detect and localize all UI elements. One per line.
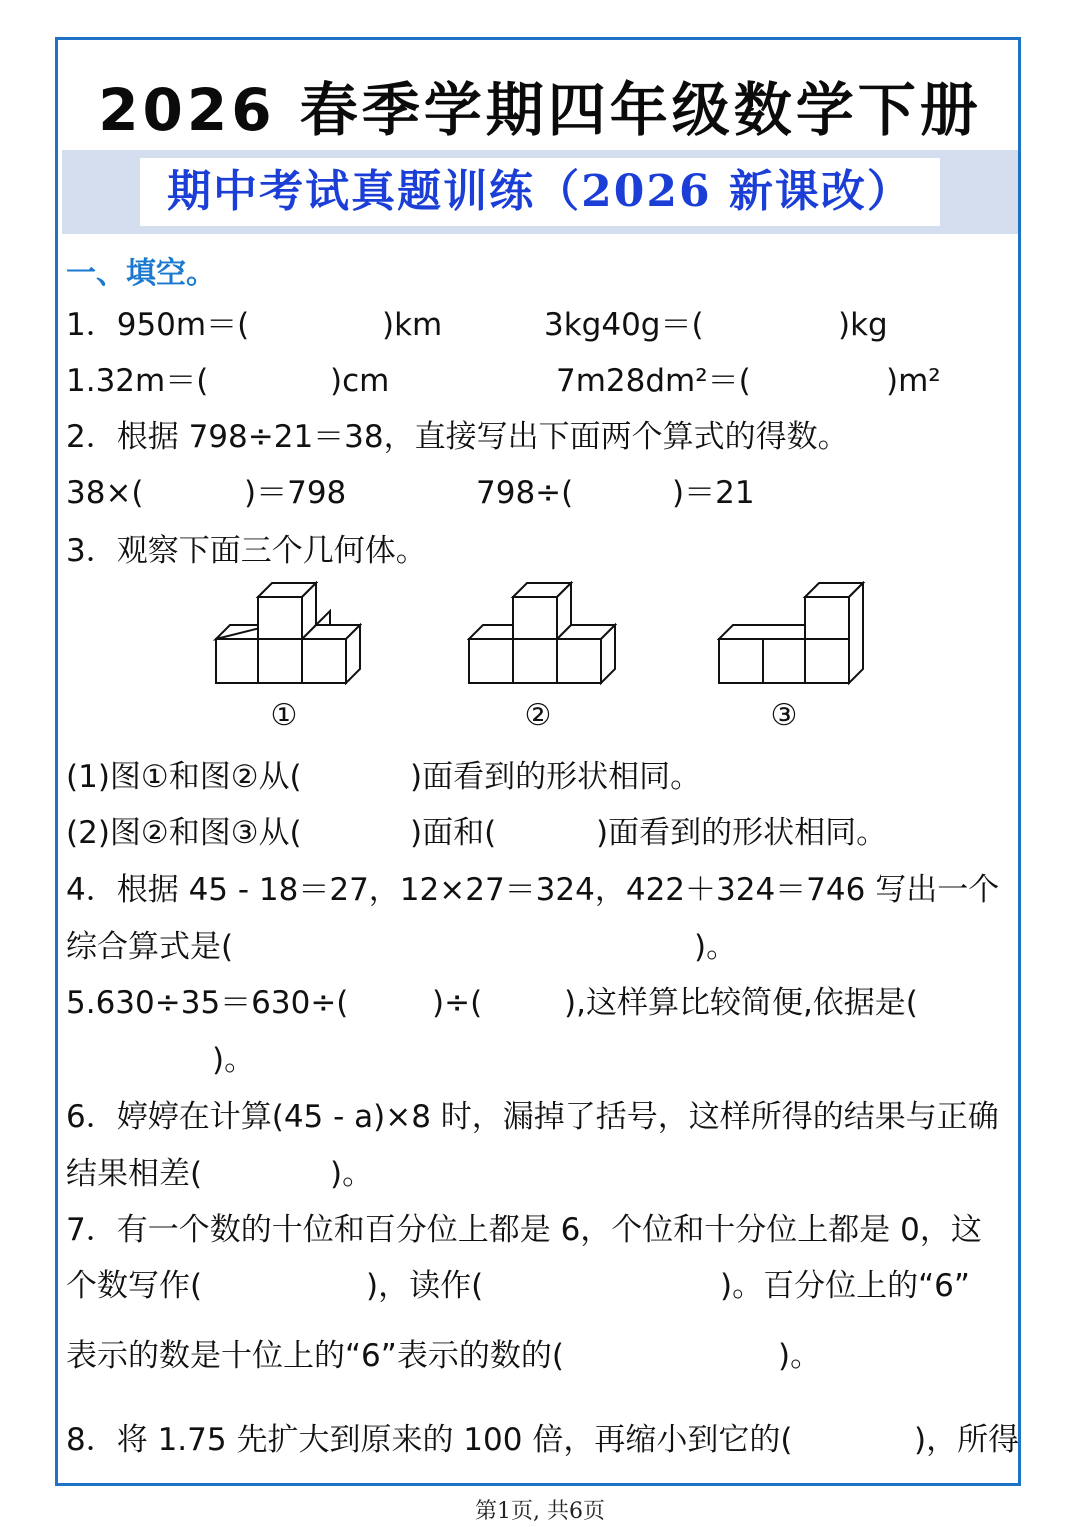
cube-figure-2 (467, 575, 617, 687)
q5-c: ),这样算比较简便,依据是( (564, 985, 918, 1021)
section-heading: 一、填空。 (66, 256, 216, 291)
q1-c-unit: )cm (330, 363, 390, 399)
q4-line2-end: )。 (694, 929, 738, 965)
q7-line2b: )，读作( (366, 1268, 484, 1304)
q1-d-unit: )m² (886, 363, 941, 399)
q1-b: 3kg40g＝( (544, 307, 704, 343)
q5-a: 5.630÷35＝630÷( (66, 985, 349, 1021)
q3-p2: (2)图②和图③从( (66, 815, 302, 851)
q3-p2-end: )面看到的形状相同。 (596, 815, 888, 851)
q7-line3-end: )。 (778, 1338, 822, 1374)
q6-line2: 结果相差( (66, 1156, 203, 1192)
q1-b-unit: )kg (838, 307, 888, 343)
question-3-stem: 3．观察下面三个几何体。 (66, 533, 427, 569)
page-footer: 第1页, 共6页 (475, 1499, 605, 1524)
cube-figure-1 (212, 575, 362, 687)
q7-line2a: 个数写作( (66, 1268, 203, 1304)
question-2-stem: 2．根据 798÷21＝38，直接写出下面两个算式的得数。 (66, 419, 849, 455)
question-4-line-1: 4．根据 45 - 18＝27，12×27＝324，422＋324＝746 写出一个 (66, 872, 1000, 908)
q1-a-unit: )km (382, 307, 443, 343)
figure-2-label: ② (524, 698, 552, 733)
q3-p1: (1)图①和图②从( (66, 759, 302, 795)
q8-b: )，所得 (914, 1422, 1020, 1458)
cube-figure-3 (717, 575, 867, 687)
q2-b: 798÷( (476, 475, 574, 511)
question-6-line-1: 6．婷婷在计算(45 - a)×8 时，漏掉了括号，这样所得的结果与正确 (66, 1099, 999, 1135)
q2-b-end: )＝21 (672, 475, 755, 511)
q8-a: 8．将 1.75 先扩大到原来的 100 倍，再缩小到它的( (66, 1422, 793, 1458)
q7-line3: 表示的数是十位上的“6”表示的数的( (66, 1338, 564, 1374)
q7-line2c: )。百分位上的“6” (720, 1268, 970, 1304)
q1-a: 1．950m＝( (66, 307, 250, 343)
q1-c: 1.32m＝( (66, 363, 209, 399)
q2-a-end: )＝798 (244, 475, 347, 511)
q5-line2: )。 (212, 1042, 256, 1078)
page-title: 2026 春季学期四年级数学下册 (98, 76, 982, 144)
q3-p1-end: )面看到的形状相同。 (410, 759, 702, 795)
q4-line2: 综合算式是( (66, 929, 234, 965)
q3-p2-mid: )面和( (410, 815, 497, 851)
figure-3-label: ③ (770, 698, 798, 733)
q1-d: 7m28dm²＝( (556, 363, 751, 399)
q2-a: 38×( (66, 475, 144, 511)
page-subtitle: 期中考试真题训练（2026 新课改） (167, 166, 913, 217)
q6-line2-end: )。 (330, 1156, 374, 1192)
figure-1-label: ① (270, 698, 298, 733)
q5-b: )÷( (432, 985, 483, 1021)
question-7-line-1: 7．有一个数的十位和百分位上都是 6，个位和十分位上都是 0，这 (66, 1212, 982, 1248)
